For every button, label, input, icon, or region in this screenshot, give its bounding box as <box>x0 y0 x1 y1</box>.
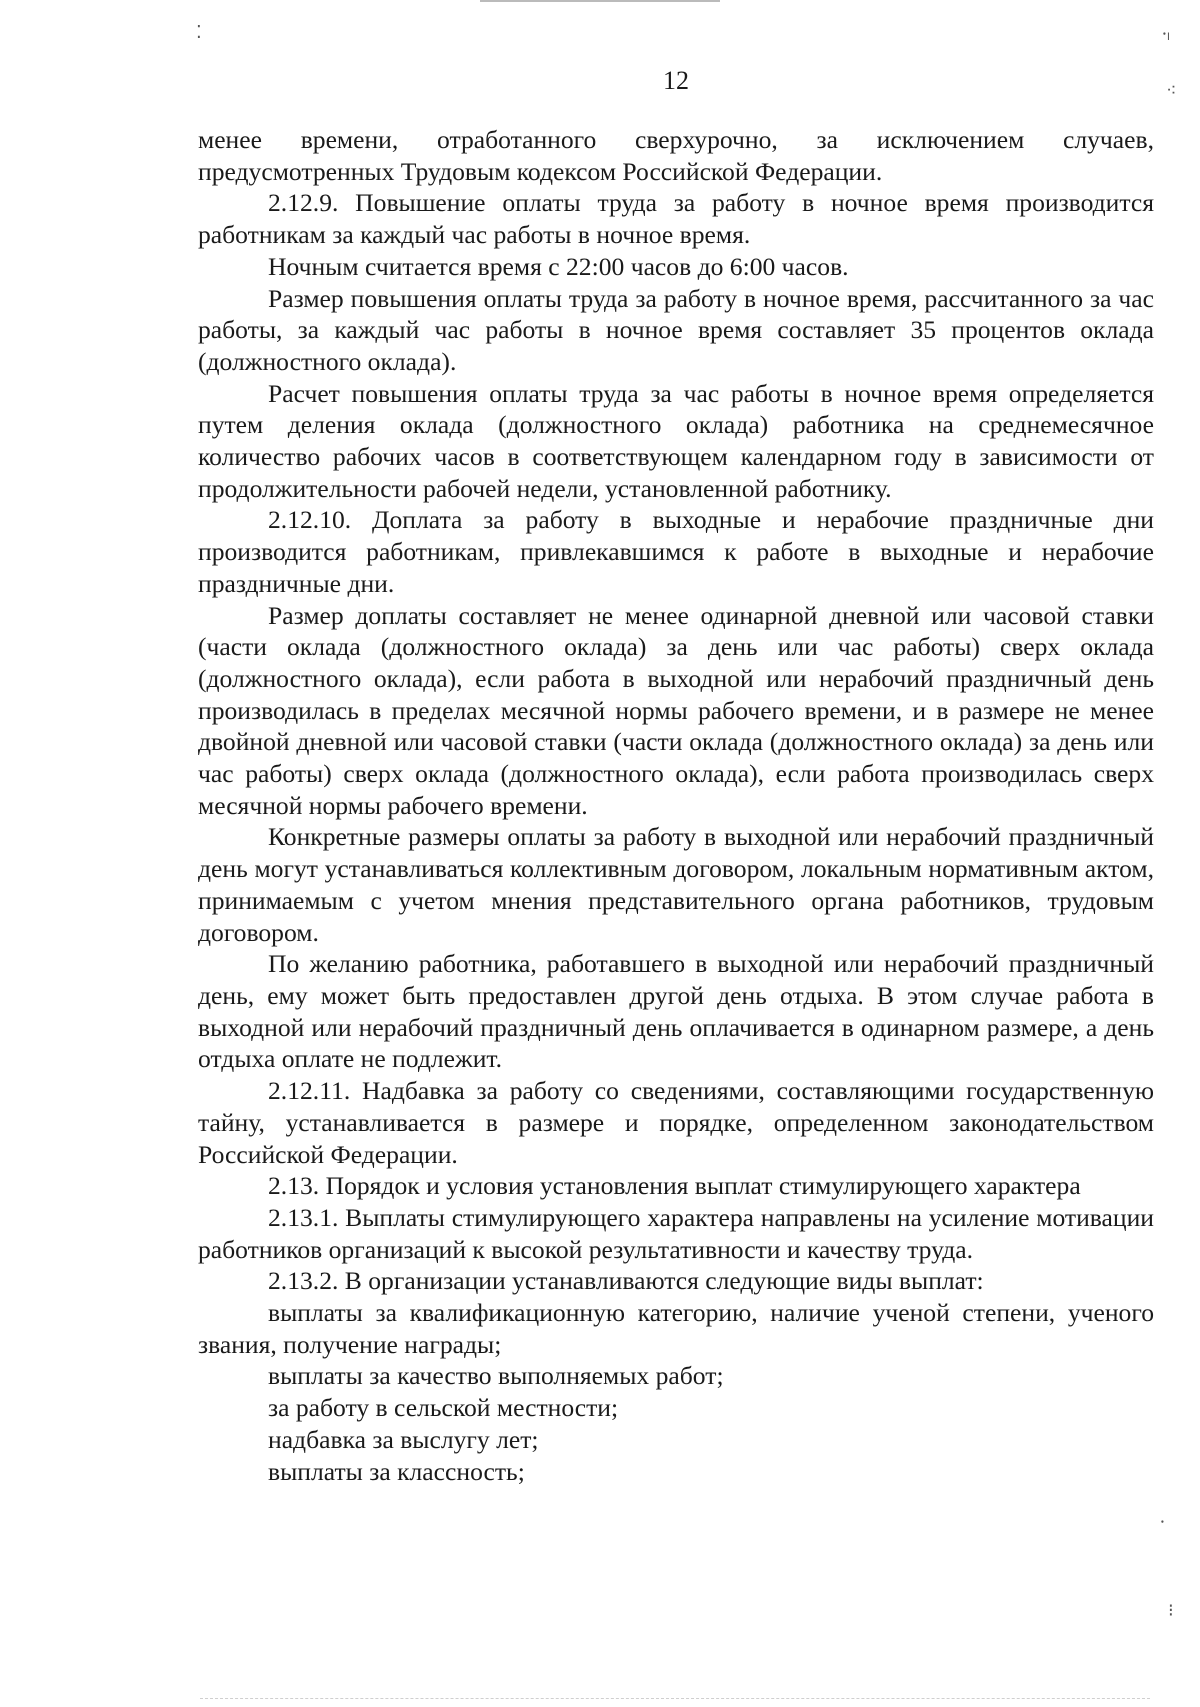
paragraph: Ночным считается время с 22:00 часов до 6:00 часов. <box>268 251 849 281</box>
paragraph: Расчет повышения оплаты труда за час работы в ночное время определяется путем деления оклада (должностного оклада) работника на среднемесячное количество рабочих часов в соответствующем календарном году в зависимости от продолжительности рабочей недели, установленной работнику. <box>198 378 1154 503</box>
paragraph: Размер повышения оплаты труда за работу в ночное время, рассчитанного за час работы, за каждый час работы в ночное время составляет 35 процентов оклада (должностного оклада). <box>198 283 1154 376</box>
scan-noise: ⁖ <box>1166 80 1177 101</box>
list-item: надбавка за выслугу лет; <box>268 1424 539 1454</box>
paragraph: Размер доплаты составляет не менее одинарной дневной или часовой ставки (части оклада (должностного оклада) за день или час работы) сверх оклада (должностного оклада), если работа в выходной или нерабочий праздничный день производилась в пределах месячной нормы рабочего времени, и в размере не менее двойной дневной или часовой ставки (части оклада (должностного оклада) за день или час работы) сверх оклада (должностного оклада), если работа производилась сверх месячной нормы рабочего времени. <box>198 600 1154 820</box>
paragraph: По желанию работника, работавшего в выходной или нерабочий праздничный день, ему может быть предоставлен другой день отдыха. В этом случае работа в выходной или нерабочий праздничный день оплачивается в одинарном размере, а день отдыха оплате не подлежит. <box>198 949 1154 1074</box>
list-item: выплаты за классность; <box>268 1456 525 1486</box>
paragraph: выплаты за квалификационную категорию, наличие ученой степени, ученого звания, получение награды; <box>198 1298 1154 1359</box>
scan-noise: ⸱ <box>1160 1512 1165 1533</box>
paragraph: 2.12.10. Доплата за работу в выходные и нерабочие праздничные дни производится работникам, привлекавшимся к работе в выходные и нерабочие праздничные дни. <box>198 505 1154 598</box>
paragraph: 2.13.1. Выплаты стимулирующего характера направлены на усиление мотивации работников организаций к высокой результативности и качеству труда. <box>198 1202 1154 1264</box>
paragraph: менее времени, отработанного сверхурочно, за исключением случаев, предусмотренных Трудовым кодексом Российской Федерации. <box>198 125 1154 186</box>
scan-noise: ⁚ <box>196 22 202 43</box>
scan-noise: ⸱ₗ <box>1162 24 1170 45</box>
page-number: 12 <box>663 66 689 95</box>
scan-edge-top <box>480 0 720 2</box>
paragraph: 2.12.9. Повышение оплаты труда за работу в ночное время производится работникам за каждый час работы в ночное время. <box>198 188 1154 250</box>
paragraph: 2.12.11. Надбавка за работу со сведениями, составляющими государственную тайну, устанавливается в размере и порядке, определенном законодательством Российской Федерации. <box>198 1076 1154 1169</box>
scan-noise: ⁝ <box>1168 1600 1174 1621</box>
list-item: за работу в сельской местности; <box>268 1393 619 1423</box>
scan-edge-bottom <box>200 1698 1150 1699</box>
document-body <box>198 124 1154 1487</box>
section-heading: 2.13. Порядок и условия установления выплат стимулирующего характера <box>268 1171 1081 1201</box>
paragraph: 2.13.2. В организации устанавливаются следующие виды выплат: <box>268 1266 984 1296</box>
paragraph: Конкретные размеры оплаты за работу в выходной или нерабочий праздничный день могут устанавливаться коллективным договором, локальным нормативным актом, принимаемым с учетом мнения представительного органа работников, трудовым договором. <box>198 822 1154 947</box>
list-item: выплаты за качество выполняемых работ; <box>268 1361 724 1391</box>
